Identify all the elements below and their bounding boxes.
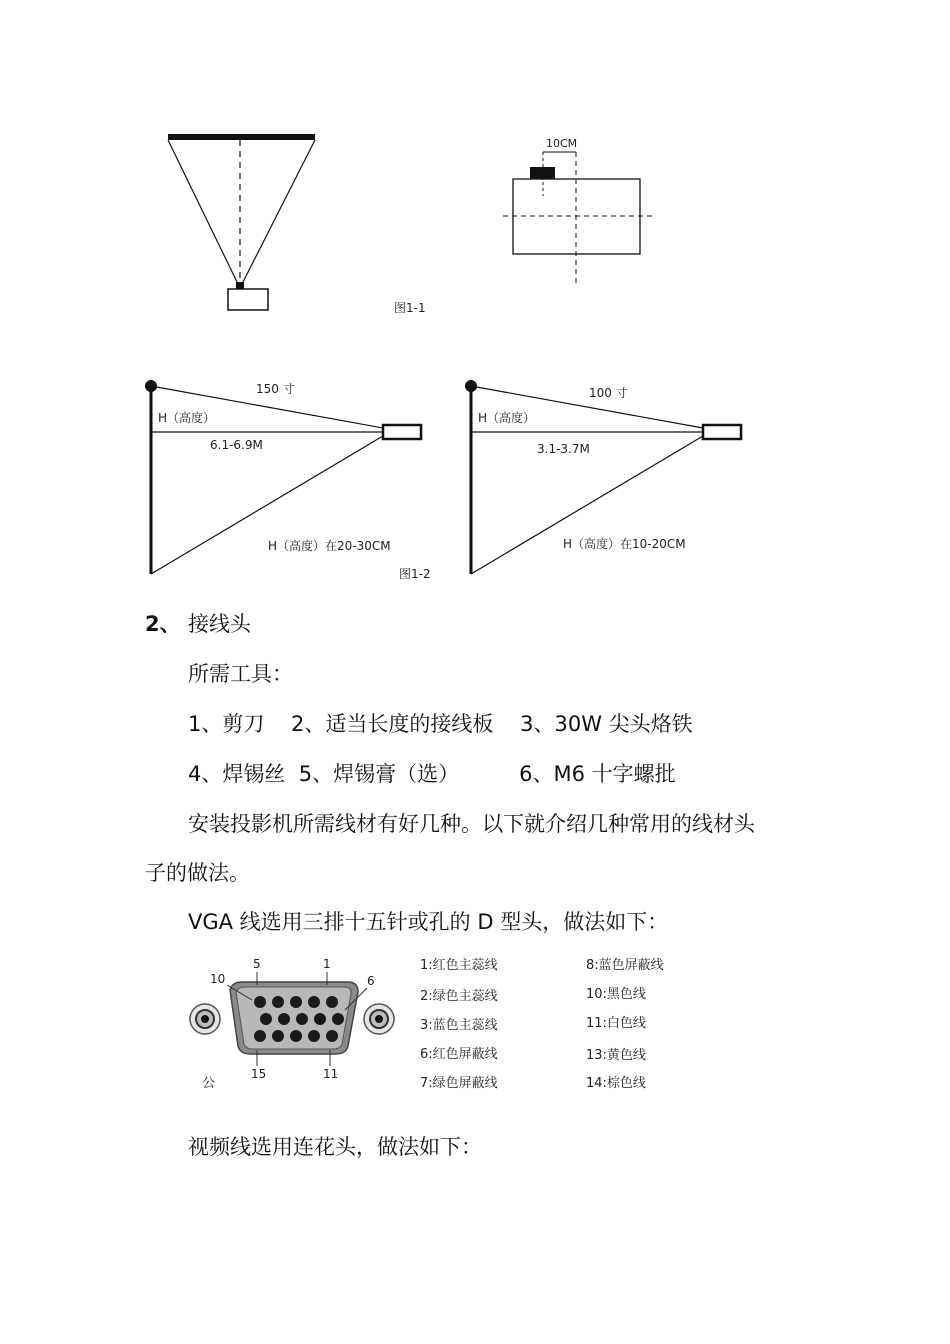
gender-label: 公 <box>202 1076 216 1091</box>
pin-label-1: 1 <box>323 957 331 971</box>
legend-item: 7:绿色屏蔽线 <box>420 1076 498 1091</box>
right-height-label: H（高度） <box>478 411 536 425</box>
legend-item: 8:蓝色屏蔽线 <box>586 958 664 973</box>
right-size-label: 100 寸 <box>589 386 628 400</box>
left-size-label: 150 寸 <box>256 382 295 396</box>
tools-line-2: 4、焊锡丝 5、焊锡膏（选） 6、M6 十字螺批 <box>188 762 676 786</box>
section-title: 接线头 <box>188 612 251 636</box>
right-distance-label: 3.1-3.7M <box>537 442 590 456</box>
leader-10 <box>227 985 252 1000</box>
pin-label-10: 10 <box>210 972 226 986</box>
legend-item: 11:白色线 <box>586 1016 646 1031</box>
legend-item: 3:蓝色主蕊线 <box>420 1018 498 1033</box>
intro-line-2: 子的做法。 <box>145 861 250 885</box>
intro-line-1: 安装投影机所需线材有好几种。以下就介绍几种常用的线材头 <box>188 812 755 836</box>
legend-item: 1:红色主蕊线 <box>420 958 498 973</box>
legend-item: 10:黑色线 <box>586 987 646 1002</box>
tools-line-1: 1、剪刀 2、适当长度的接线板 3、30W 尖头烙铁 <box>188 712 693 736</box>
pin-label-6: 6 <box>367 974 375 988</box>
legend-item: 6:红色屏蔽线 <box>420 1047 498 1062</box>
pin-label-5: 5 <box>253 957 261 971</box>
offset-dim-label: 10CM <box>546 137 578 150</box>
figure-1-2-caption: 图1-2 <box>399 567 431 581</box>
legend-item: 14:棕色线 <box>586 1076 646 1091</box>
right-bottom-label: H（高度）在10-20CM <box>563 537 686 551</box>
legend-item: 13:黄色线 <box>586 1048 646 1063</box>
left-bottom-label: H（高度）在20-30CM <box>268 539 391 553</box>
leader-6 <box>345 988 367 1010</box>
left-distance-label: 6.1-6.9M <box>210 438 263 452</box>
pin-label-11: 11 <box>323 1067 339 1081</box>
legend-item: 2:绿色主蕊线 <box>420 989 498 1004</box>
tools-heading: 所需工具： <box>188 662 293 686</box>
vga-intro: VGA 线选用三排十五针或孔的 D 型头，做法如下： <box>188 910 669 934</box>
video-intro: 视频线选用连花头，做法如下： <box>188 1135 482 1159</box>
figure-1-1-caption: 图1-1 <box>394 301 426 315</box>
pin-label-15: 15 <box>251 1067 267 1081</box>
section-number-text: 2、 <box>145 612 181 636</box>
left-height-label: H（高度） <box>158 411 216 425</box>
